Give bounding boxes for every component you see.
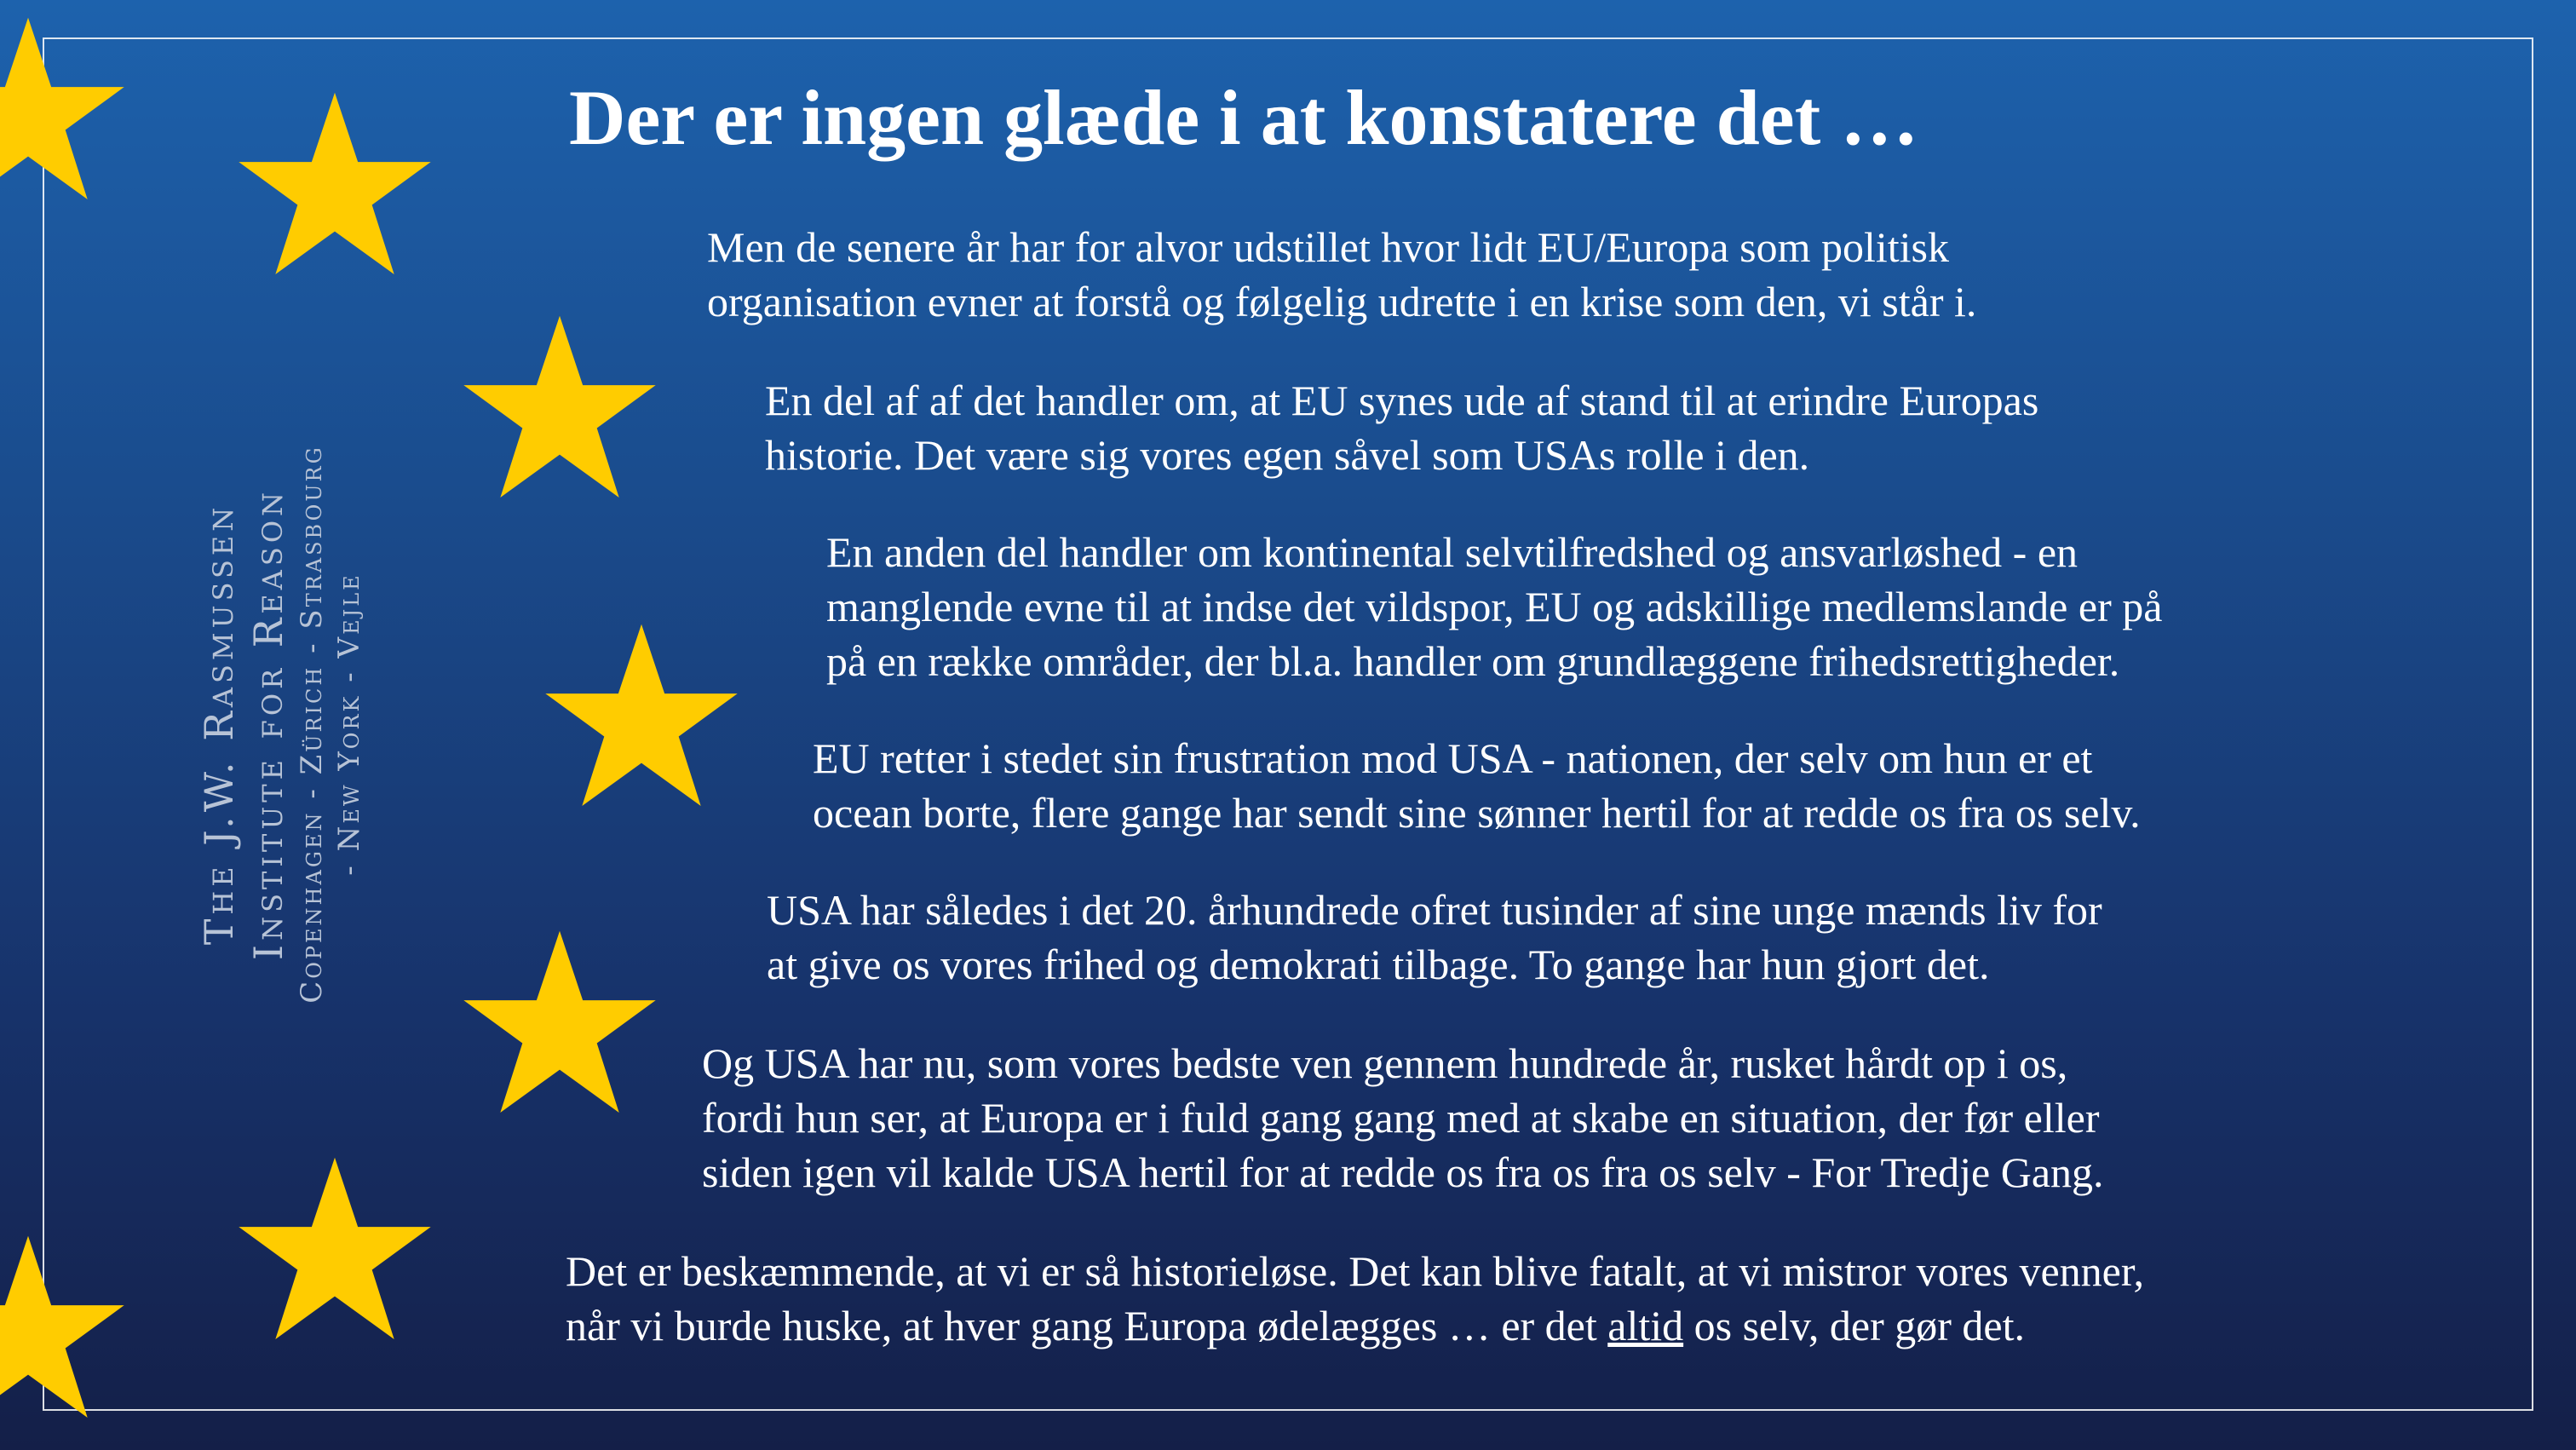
paragraph-line: Det er beskæmmende, at vi er så historieløse. Det kan blive fatalt, at vi mistror vores venner, — [566, 1247, 2145, 1295]
paragraph-text: når vi burde huske, at hver gang Europa ødelægges … er det — [566, 1302, 1608, 1349]
paragraph-5 — [767, 883, 2102, 992]
paragraph-line: historie. Det være sig vores egen såvel som USAs rolle i den. — [765, 431, 1810, 479]
paragraph-3 — [826, 525, 2162, 688]
paragraph-7 — [566, 1244, 2144, 1353]
paragraph-line: En anden del handler om kontinental selvtilfredshed og ansvarløshed - en — [826, 528, 2079, 576]
star-icon — [543, 624, 739, 811]
institute-subtitle: Institute for Reason — [245, 487, 291, 961]
star-icon — [462, 315, 658, 503]
star-icon — [0, 1235, 126, 1423]
star-icon — [0, 17, 126, 204]
institute-locations: Copenhagen - Zürich - Strasbourg — [295, 445, 329, 1004]
underlined-word: altid — [1607, 1302, 1684, 1349]
institute-name: The J.W. Rasmussen — [196, 503, 242, 946]
paragraph-text: os selv, der gør det. — [1683, 1302, 2025, 1349]
star-icon — [237, 1157, 433, 1344]
paragraph-line: En del af af det handler om, at EU synes ude af stand til at erindre Europas — [765, 377, 2039, 424]
star-icon — [462, 930, 658, 1118]
star-icon — [237, 92, 433, 279]
paragraph-line: at give os vores frihed og demokrati tilbage. To gange har hun gjort det. — [767, 941, 1990, 988]
paragraph-line: siden igen vil kalde USA hertil for at redde os fra os fra os selv - For Tredje Gang. — [702, 1148, 2104, 1196]
institute-locations-cont: - New York - Vejle — [332, 573, 366, 876]
paragraph-line: USA har således i det 20. århundrede ofret tusinder af sine unge mænds liv for — [767, 886, 2102, 934]
paragraph-4 — [813, 731, 2141, 840]
paragraph-line: ocean borte, flere gange har sendt sine sønner hertil for at redde os fra os selv. — [813, 789, 2141, 837]
paragraph-line: manglende evne til at indse det vildspor, EU og adskillige medlemslande er på — [826, 583, 2163, 630]
paragraph-line: fordi hun ser, at Europa er i fuld gang gang med at skabe en situation, der før eller — [702, 1094, 2100, 1142]
paragraph-line: EU retter i stedet sin frustration mod USA - nationen, der selv om hun er et — [813, 734, 2093, 782]
paragraph-6 — [702, 1036, 2104, 1200]
paragraph-2 — [765, 373, 2038, 482]
paragraph-1 — [707, 220, 1976, 329]
paragraph-line: Og USA har nu, som vores bedste ven gennem hundrede år, rusket hårdt op i os, — [702, 1039, 2068, 1087]
paragraph-line: Men de senere år har for alvor udstillet hvor lidt EU/Europa som politisk — [707, 223, 1949, 271]
paragraph-line: på en række områder, der bl.a. handler om grundlæggene frihedsrettigheder. — [826, 637, 2120, 685]
paragraph-line: organisation evner at forstå og følgelig udrette i en krise som den, vi står i. — [707, 278, 1977, 325]
slide-title: Der er ingen glæde i at konstatere det … — [569, 74, 1919, 161]
paragraph-line-mixed — [566, 1298, 2144, 1353]
